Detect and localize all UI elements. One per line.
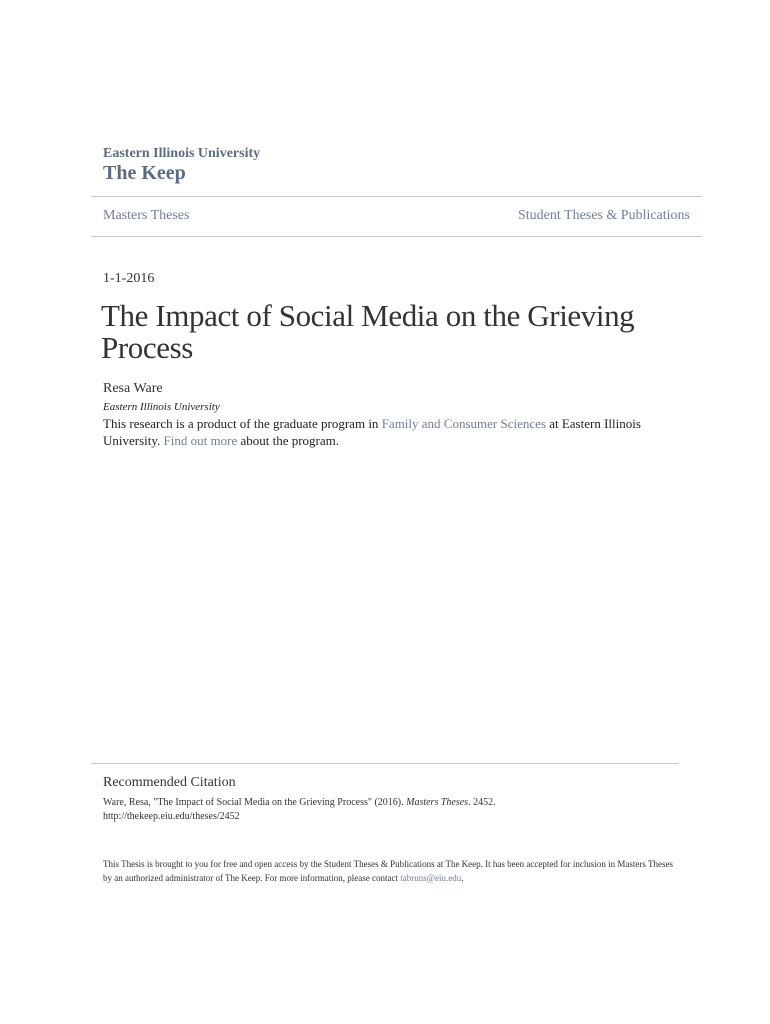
access-statement (103, 857, 683, 885)
citation-text (103, 796, 663, 824)
citation-url[interactable]: http://thekeep.eiu.edu/theses/2452 (103, 811, 240, 822)
program-text-mid: at Eastern Illinois University. (103, 416, 641, 448)
author-name: Resa Ware (103, 381, 163, 396)
top-divider (91, 196, 702, 197)
program-text-pre: This research is a product of the graduate program in (103, 416, 379, 431)
citation-series: Masters Theses (406, 797, 469, 808)
paper-title: The Impact of Social Media on the Grieving Process (101, 298, 635, 365)
program-link[interactable]: Family and Consumer Sciences (381, 416, 546, 431)
institution-name: Eastern Illinois University (103, 146, 261, 161)
find-out-more-link[interactable]: Find out more (163, 433, 238, 448)
citation-divider (91, 763, 679, 764)
access-end: . (461, 873, 464, 883)
citation-number: . 2452. (468, 797, 496, 808)
publication-date: 1-1-2016 (103, 271, 155, 286)
citation-pre: Ware, Resa, "The Impact of Social Media on the Grieving Process" (2016). (103, 797, 404, 808)
author-affiliation: Eastern Illinois University (103, 401, 220, 413)
series-link[interactable]: Student Theses & Publications (517, 208, 690, 223)
contact-email-link[interactable]: tabruns@eiu.edu (400, 873, 462, 883)
citation-heading: Recommended Citation (103, 775, 236, 790)
program-description (103, 415, 663, 449)
repository-name[interactable]: The Keep (103, 162, 186, 184)
access-text: This Thesis is brought to you for free and open access by the Student Theses & Publications at The Keep. It has been accepted for inclusion in Masters Theses by an authorized administrator of The Keep. For more information, please contact (103, 859, 673, 883)
nav-divider (91, 236, 702, 237)
program-text-post: about the program. (240, 433, 340, 448)
collection-link[interactable]: Masters Theses (103, 208, 190, 223)
